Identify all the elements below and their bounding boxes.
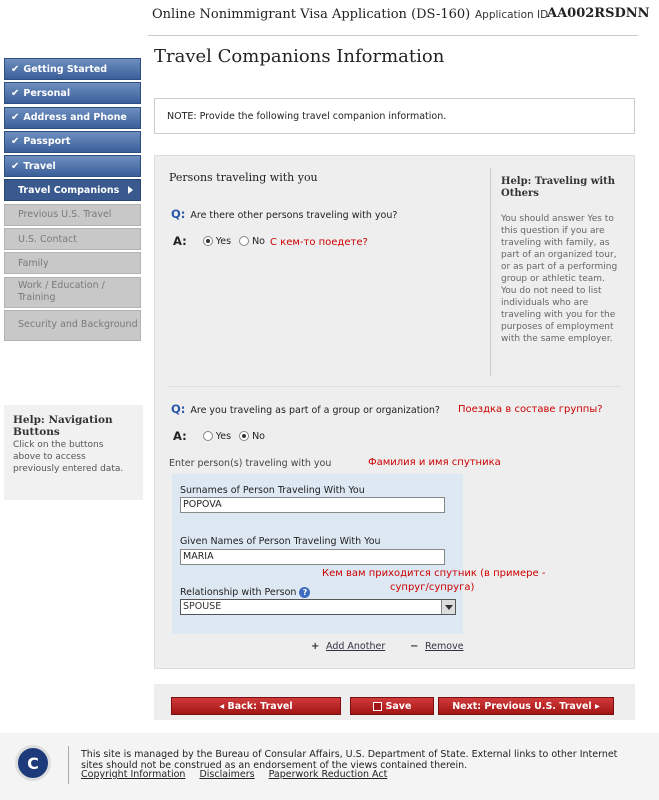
remove-link[interactable]: Remove (425, 641, 464, 652)
checkmark-icon: ✔ (11, 112, 20, 124)
navigation-help-title: Help: Navigation Buttons (13, 414, 113, 438)
sidebar-item-label: Security and Background (18, 319, 138, 331)
relationship-label-text: Relationship with Person (180, 587, 297, 598)
help-traveling-with-others (490, 168, 627, 376)
answer-group-travel (173, 429, 265, 443)
radio-no-label: No (252, 235, 265, 247)
question-group-travel (171, 402, 440, 416)
sidebar-item-family (4, 252, 141, 274)
sidebar-item-passport[interactable] (4, 131, 141, 153)
annotation-companion-name: Фамилия и имя спутника (368, 457, 501, 468)
dropdown-arrow-icon[interactable] (441, 600, 455, 614)
radio-group-yes[interactable] (203, 431, 213, 441)
consular-affairs-seal-icon: C (15, 745, 51, 781)
remove-icon[interactable]: − (410, 641, 419, 652)
sidebar-item-label: Passport (23, 136, 71, 148)
sidebar-item-previous-u-s-travel (4, 204, 141, 226)
sidebar-item-label: Address and Phone (23, 112, 127, 124)
note-box (154, 98, 635, 134)
relationship-select[interactable] (180, 599, 456, 615)
footer-divider (68, 746, 69, 784)
sidebar-item-label: Travel (23, 160, 56, 172)
footer-link[interactable]: Paperwork Reduction Act (268, 769, 388, 780)
page-title: Travel Companions Information (154, 46, 445, 67)
help-title: Help: Traveling with Others (501, 176, 616, 199)
given-names-label: Given Names of Person Traveling With You (180, 536, 381, 547)
footer-link[interactable]: Disclaimers (199, 769, 255, 780)
question-text: Are there other persons traveling with you? (190, 210, 398, 221)
sidebar-item-security-and-background (4, 310, 141, 341)
a-label: A: (173, 234, 187, 248)
radio-group-no[interactable] (239, 431, 249, 441)
info-icon[interactable]: ? (299, 587, 310, 598)
radio-yes-label: Yes (215, 430, 232, 442)
help-body: You should answer Yes to this question if you are traveling with family, as part of an organized tour, or as part of a performing group or athletic team. You do not need to list individuals who are traveling with you for the purposes of employment with the same employer. (501, 214, 618, 344)
footer-links (81, 769, 401, 780)
app-title: Online Nonimmigrant Visa Application (DS-160) (152, 7, 471, 22)
save-button[interactable] (350, 697, 434, 715)
radio-other-persons-yes[interactable] (203, 236, 213, 246)
question-other-persons (171, 207, 397, 221)
radio-yes-label: Yes (215, 235, 232, 247)
save-label: Save (385, 700, 412, 712)
checkmark-icon: ✔ (11, 87, 20, 99)
sidebar-item-address-and-phone[interactable] (4, 107, 141, 129)
sidebar-item-label: U.S. Contact (18, 233, 78, 245)
relationship-value: SPOUSE (183, 601, 222, 612)
enter-persons-label: Enter person(s) traveling with you (169, 458, 332, 469)
surname-input[interactable]: POPOVA (180, 497, 445, 513)
section-title: Persons traveling with you (169, 171, 318, 184)
navigation-help-box (4, 405, 143, 500)
given-names-input[interactable]: MARIA (180, 549, 445, 565)
add-icon[interactable]: + (311, 641, 320, 652)
note-text: NOTE: Provide the following travel companion information. (167, 111, 447, 122)
save-icon (373, 702, 382, 711)
sidebar-item-u-s-contact (4, 228, 141, 250)
sidebar-item-label: Previous U.S. Travel (18, 209, 112, 221)
companion-entry (172, 474, 463, 634)
checkmark-icon: ✔ (11, 63, 20, 75)
sidebar-item-label: Family (18, 257, 49, 269)
footer-link[interactable]: Copyright Information (81, 769, 186, 780)
sidebar-item-personal[interactable] (4, 82, 141, 104)
travel-companions-form (154, 155, 635, 669)
application-id-label: Application ID (475, 9, 549, 21)
checkmark-icon: ✔ (11, 160, 20, 172)
navigation-help-text: Click on the buttons above to access previously entered data. (13, 440, 124, 474)
sidebar-item-travel-companions[interactable] (4, 179, 141, 201)
app-header (148, 0, 650, 36)
footer (0, 733, 659, 800)
divider (169, 386, 621, 387)
a-label: A: (173, 429, 187, 443)
sidebar-item-getting-started[interactable] (4, 58, 141, 80)
sidebar-item-label: Getting Started (23, 63, 108, 75)
question-text: Are you traveling as part of a group or organization? (190, 405, 440, 416)
next-button[interactable]: Next: Previous U.S. Travel ▸ (438, 697, 614, 715)
surname-label: Surnames of Person Traveling With You (180, 485, 365, 496)
relationship-label (180, 587, 310, 598)
annotation-relationship-2: супруг/супруга) (390, 582, 475, 593)
radio-no-label: No (252, 430, 265, 442)
answer-other-persons (173, 234, 265, 248)
add-another-link[interactable]: Add Another (326, 641, 386, 652)
annotation-other-persons: С кем-то поедете? (270, 237, 368, 248)
sidebar-nav (4, 58, 141, 343)
annotation-group-travel: Поездка в составе группы? (458, 404, 603, 415)
footer-disclaimer-text: This site is managed by the Bureau of Consular Affairs, U.S. Department of State. External links to other Internet sites should not be construed as an endorsement of the views contained therein. (81, 749, 618, 771)
current-arrow-icon (128, 186, 133, 194)
q-label: Q: (171, 207, 186, 221)
radio-other-persons-no[interactable] (239, 236, 249, 246)
q-label: Q: (171, 402, 186, 416)
sidebar-item-label: Travel Companions (18, 184, 120, 196)
sidebar-item-travel[interactable] (4, 155, 141, 177)
sidebar-item-label: Work / Education / Training (18, 280, 105, 304)
checkmark-icon: ✔ (11, 136, 20, 148)
application-id: AA002RSDNN (547, 6, 650, 21)
form-navigation-bar (154, 684, 635, 720)
sidebar-item-label: Personal (23, 87, 71, 99)
sidebar-item-work-education-training (4, 277, 141, 308)
annotation-relationship-1: Кем вам приходится спутник (в примере - (322, 568, 546, 579)
back-button[interactable]: ◂ Back: Travel (171, 697, 341, 715)
